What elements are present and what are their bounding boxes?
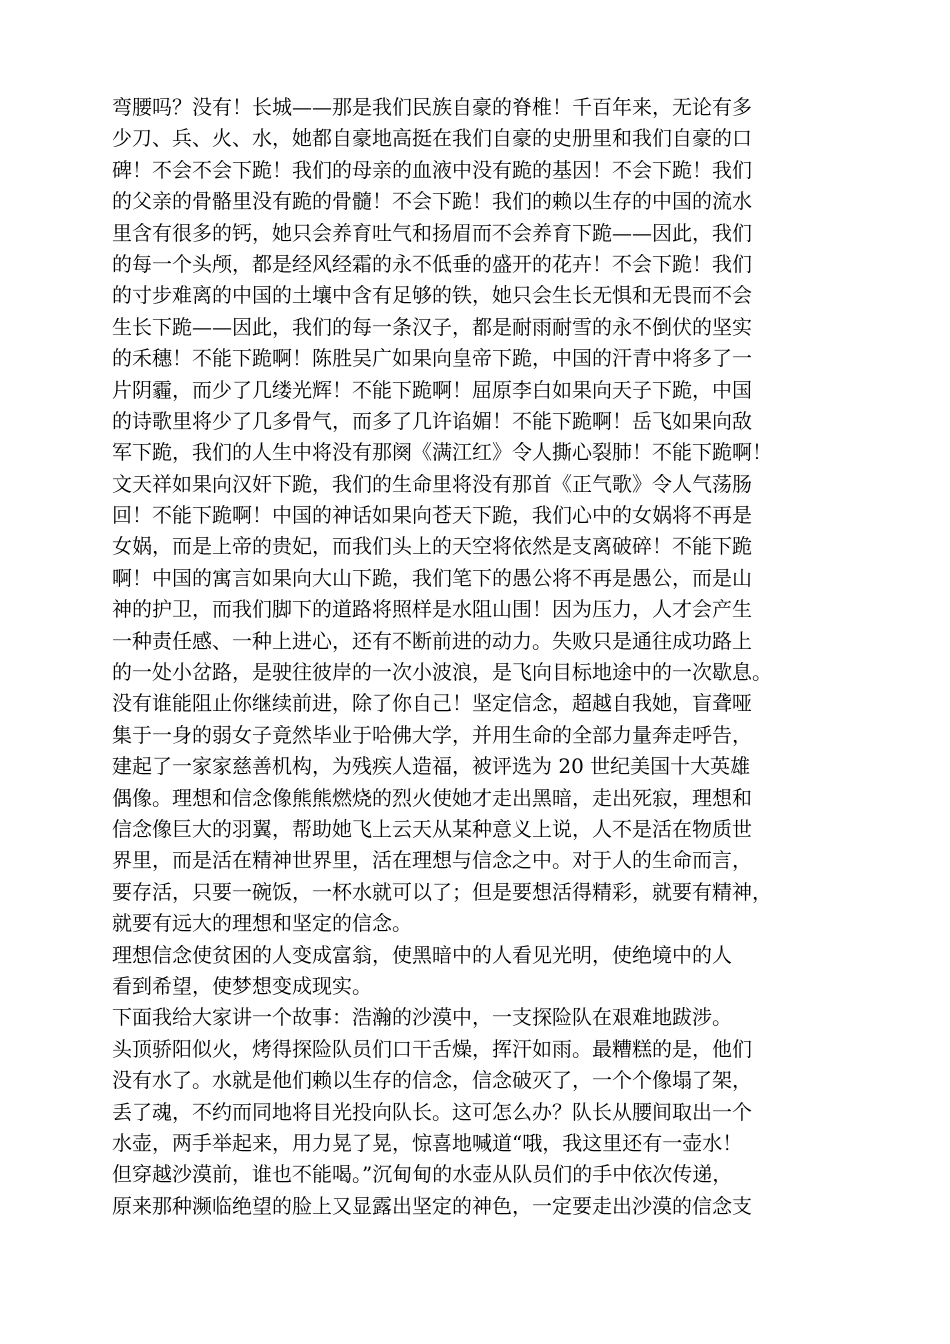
text-line: 界里，而是活在精神世界里，活在理想与信念之中。对于人的生命而言，: [112, 848, 752, 873]
text-line: 的诗歌里将少了几多骨气，而多了几许谄媚！不能下跪啊！岳飞如果向敌: [112, 408, 752, 433]
text-line: 头顶骄阳似火，烤得探险队员们口干舌燥，挥汗如雨。最糟糕的是，他们: [112, 1036, 752, 1061]
text-line: 的一处小岔路，是驶往彼岸的一次小波浪，是飞向目标地途中的一次歇息。: [112, 660, 772, 685]
text-line: 的父亲的骨骼里没有跪的骨髓！不会下跪！我们的赖以生存的中国的流水: [112, 189, 752, 214]
text-line: 信念像巨大的羽翼，帮助她飞上云天从某种意义上说，人不是活在物质世: [112, 816, 752, 841]
text-line: 啊！中国的寓言如果向大山下跪，我们笔下的愚公将不再是愚公，而是山: [112, 565, 752, 590]
text-line: 丢了魂，不约而同地将目光投向队长。这可怎么办？队长从腰间取出一个: [112, 1099, 752, 1124]
text-line: 集于一身的弱女子竟然毕业于哈佛大学，并用生命的全部力量奔走呼告，: [112, 722, 752, 747]
text-line: 的禾穗！不能下跪啊！陈胜吴广如果向皇帝下跪，中国的汗青中将多了一: [112, 346, 752, 371]
text-line: 原来那种濒临绝望的脸上又显露出坚定的神色，一定要走出沙漠的信念支: [112, 1193, 752, 1218]
text-line: 片阴霾，而少了几缕光辉！不能下跪啊！屈原李白如果向天子下跪，中国: [112, 377, 752, 402]
text-line: 生长下跪——因此，我们的每一条汉子，都是耐雨耐雪的永不倒伏的坚实: [112, 314, 752, 339]
text-line: 一种责任感、一种上进心，还有不断前进的动力。失败只是通往成功路上: [112, 628, 752, 653]
text-line: 就要有远大的理想和坚定的信念。: [112, 911, 412, 936]
text-line: 弯腰吗？没有！长城——那是我们民族自豪的脊椎！千百年来，无论有多: [112, 95, 752, 119]
text-line: 的寸步难离的中国的土壤中含有足够的铁，她只会生长无惧和无畏而不会: [112, 283, 752, 308]
text-line: 理想信念使贫困的人变成富翁，使黑暗中的人看见光明，使绝境中的人: [112, 942, 732, 967]
text-line: 碑！不会不会下跪！我们的母亲的血液中没有跪的基因！不会下跪！我们: [112, 157, 752, 182]
text-line: 女娲，而是上帝的贵妃，而我们头上的天空将依然是支离破碎！不能下跪: [112, 534, 752, 559]
text-line: 神的护卫，而我们脚下的道路将照样是水阻山围！因为压力，人才会产生: [112, 597, 752, 622]
text-line: 回！不能下跪啊！中国的神话如果向苍天下跪，我们心中的女娲将不再是: [112, 503, 752, 528]
text-line: 的每一个头颅，都是经风经霜的永不低垂的盛开的花卉！不会下跪！我们: [112, 251, 752, 276]
text-line: 下面我给大家讲一个故事：浩瀚的沙漠中，一支探险队在艰难地跋涉。: [112, 1005, 732, 1030]
text-line: 水壶，两手举起来，用力晃了晃，惊喜地喊道“哦，我这里还有一壶水！: [112, 1130, 743, 1155]
text-line: 里含有很多的钙，她只会养育吐气和扬眉而不会养育下跪——因此，我们: [112, 220, 752, 245]
text-line: 看到希望，使梦想变成现实。: [112, 973, 372, 998]
text-line: 要存活，只要一碗饭，一杯水就可以了；但是要想活得精彩，就要有精神，: [112, 879, 772, 904]
text-line: 没有谁能阻止你继续前进，除了你自己！坚定信念，超越自我她，盲聋哑: [112, 691, 752, 716]
text-line: 但穿越沙漠前，谁也不能喝。”沉甸甸的水壶从队员们的手中依次传递，: [112, 1162, 733, 1187]
text-line: 军下跪，我们的人生中将没有那阕《满江红》令人撕心裂肺！不能下跪啊！: [112, 440, 772, 465]
text-line: 文天祥如果向汉奸下跪，我们的生命里将没有那首《正气歌》令人气荡肠: [112, 471, 752, 496]
text-line: 偶像。理想和信念像熊熊燃烧的烈火使她才走出黑暗，走出死寂，理想和: [112, 785, 752, 810]
document-body: [112, 92, 864, 1222]
text-line: 建起了一家家慈善机构，为残疾人造福，被评选为 20 世纪美国十大英雄: [112, 754, 751, 779]
text-line: 少刀、兵、火、水，她都自豪地高挺在我们自豪的史册里和我们自豪的口: [112, 126, 752, 151]
text-line: 没有水了。水就是他们赖以生存的信念，信念破灭了，一个个像塌了架，: [112, 1068, 752, 1093]
